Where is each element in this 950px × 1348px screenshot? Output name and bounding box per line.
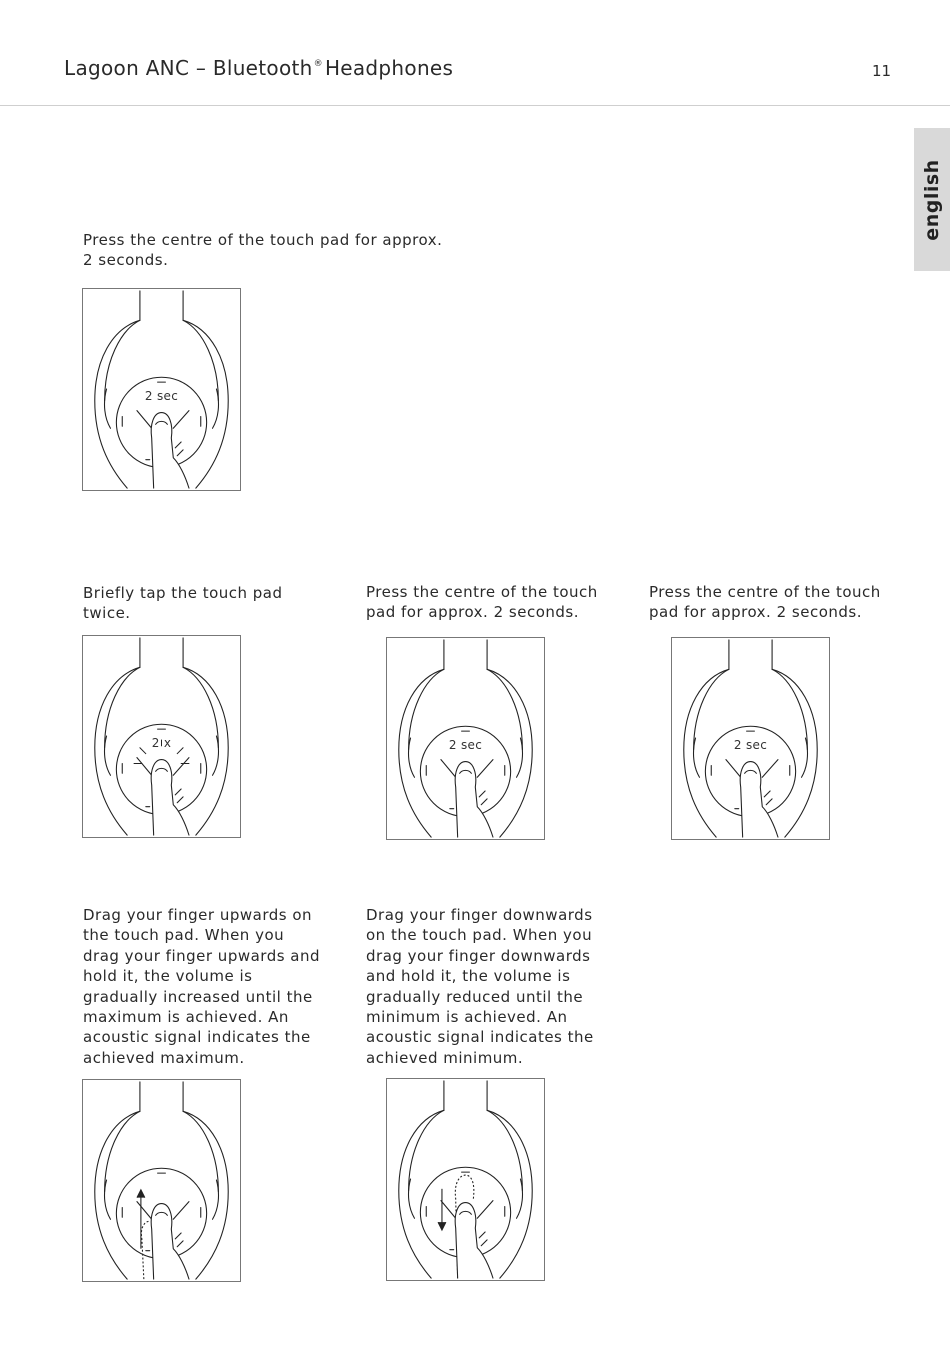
- registered-mark: ®: [313, 59, 323, 69]
- instruction-text: Drag your finger downwards on the touch pad. When you drag your finger downwards and hold it, the volume is gradually reduced until the minimum is achieved. An acoustic signal indicates the achieved minimum.: [366, 906, 594, 1067]
- header-divider: [0, 105, 950, 106]
- figure-label: 2 sec: [144, 389, 179, 403]
- page-number: 11: [872, 62, 892, 80]
- instruction-text: Drag your finger upwards on the touch pad. When you drag your finger upwards and hold it, the volume is gradually increased until the maximum is achieved. An acoustic signal indicates the achieved maximum.: [83, 906, 321, 1067]
- page-title: [64, 56, 453, 80]
- instruction-text: Press the centre of the touch pad for approx. 2 seconds.: [649, 583, 881, 622]
- language-tab: [914, 128, 950, 271]
- instruction-figure: [386, 1078, 545, 1281]
- instruction-figure: [386, 637, 545, 840]
- instruction-text: Press the centre of the touch pad for approx. 2 seconds.: [83, 231, 443, 270]
- title-suffix: Headphones: [324, 56, 454, 80]
- instruction-figure: [82, 635, 241, 838]
- instruction-figure: [82, 1079, 241, 1282]
- figure-label: 2 sec: [733, 738, 768, 752]
- figure-label: 2 x: [151, 736, 172, 750]
- instruction-text: Briefly tap the touch pad twice.: [83, 584, 283, 623]
- figure-label: 2 sec: [448, 738, 483, 752]
- language-tab-label: english: [921, 158, 943, 241]
- instruction-text: Press the centre of the touch pad for approx. 2 seconds.: [366, 583, 598, 622]
- instruction-figure: [82, 288, 241, 491]
- headphone-swipe-up-illustration: [83, 1080, 240, 1281]
- instruction-figure: [671, 637, 830, 840]
- title-main: Lagoon ANC – Bluetooth: [64, 56, 313, 80]
- headphone-swipe-down-illustration: [387, 1079, 544, 1280]
